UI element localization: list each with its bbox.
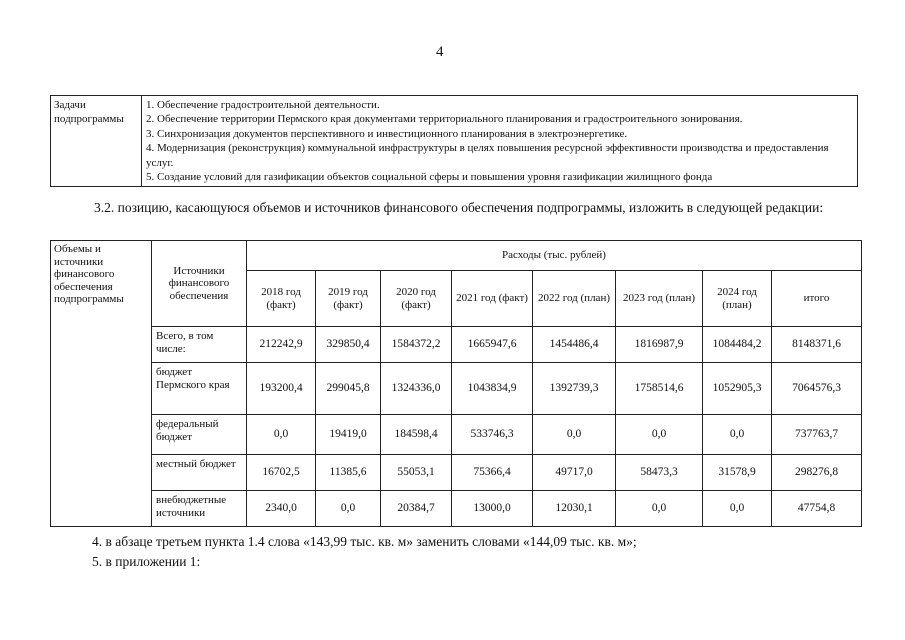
year-header: 2019 год (факт) <box>316 271 381 327</box>
tasks-list <box>142 96 858 187</box>
finance-value: 0,0 <box>533 415 616 455</box>
finance-row <box>51 455 862 491</box>
finance-value: 184598,4 <box>381 415 452 455</box>
finance-source: внебюджетные источники <box>152 491 247 527</box>
finance-value: 7064576,3 <box>772 363 862 415</box>
task-item: 1. Обеспечение градостроительной деятельности. <box>146 99 380 111</box>
paragraph-5: 5. в приложении 1: <box>92 554 201 569</box>
year-header: 2022 год (план) <box>533 271 616 327</box>
tasks-label: Задачи подпрограммы <box>51 96 142 187</box>
finance-value: 11385,6 <box>316 455 381 491</box>
finance-value: 0,0 <box>616 491 703 527</box>
tasks-row <box>51 96 858 187</box>
finance-value: 1816987,9 <box>616 327 703 363</box>
year-header: 2018 год (факт) <box>247 271 316 327</box>
finance-value: 0,0 <box>703 491 772 527</box>
finance-value: 533746,3 <box>452 415 533 455</box>
year-header: 2021 год (факт) <box>452 271 533 327</box>
finance-value: 299045,8 <box>316 363 381 415</box>
finance-value: 1324336,0 <box>381 363 452 415</box>
finance-value: 12030,1 <box>533 491 616 527</box>
finance-value: 737763,7 <box>772 415 862 455</box>
finance-value: 0,0 <box>316 491 381 527</box>
task-item: 2. Обеспечение территории Пермского края документами территориального планирования и градостроительного зонирования. <box>146 113 743 126</box>
expenses-header: Расходы (тыс. рублей) <box>247 241 862 271</box>
finance-row <box>51 491 862 527</box>
finance-value: 1584372,2 <box>381 327 452 363</box>
finance-value: 0,0 <box>703 415 772 455</box>
year-header: итого <box>772 271 862 327</box>
finance-row <box>51 327 862 363</box>
finance-value: 1758514,6 <box>616 363 703 415</box>
finance-value: 8148371,6 <box>772 327 862 363</box>
task-item: 5. Создание условий для газификации объектов социальной сферы и повышения уровня газификации жилищного фонда <box>146 171 713 184</box>
finance-value: 75366,4 <box>452 455 533 491</box>
finance-label: Объемы и источники финансового обеспечения подпрограммы <box>51 241 152 527</box>
finance-table <box>50 240 862 527</box>
finance-value: 1052905,3 <box>703 363 772 415</box>
finance-value: 58473,3 <box>616 455 703 491</box>
finance-value: 16702,5 <box>247 455 316 491</box>
finance-value: 49717,0 <box>533 455 616 491</box>
finance-value: 0,0 <box>616 415 703 455</box>
finance-row <box>51 415 862 455</box>
tasks-table <box>50 95 858 187</box>
year-header: 2023 год (план) <box>616 271 703 327</box>
paragraph-4: 4. в абзаце третьем пункта 1.4 слова «143,99 тыс. кв. м» заменить словами «144,09 тыс. кв. м»; <box>92 534 637 549</box>
finance-source: федеральный бюджет <box>152 415 247 455</box>
finance-source: местный бюджет <box>152 455 247 491</box>
page-number: 4 <box>436 44 444 60</box>
finance-value: 298276,8 <box>772 455 862 491</box>
finance-value: 193200,4 <box>247 363 316 415</box>
finance-value: 55053,1 <box>381 455 452 491</box>
finance-value: 1084484,2 <box>703 327 772 363</box>
finance-value: 212242,9 <box>247 327 316 363</box>
year-header: 2020 год (факт) <box>381 271 452 327</box>
finance-value: 0,0 <box>247 415 316 455</box>
finance-value: 1454486,4 <box>533 327 616 363</box>
finance-value: 1043834,9 <box>452 363 533 415</box>
finance-value: 1665947,6 <box>452 327 533 363</box>
finance-value: 2340,0 <box>247 491 316 527</box>
finance-value: 13000,0 <box>452 491 533 527</box>
finance-value: 47754,8 <box>772 491 862 527</box>
finance-value: 20384,7 <box>381 491 452 527</box>
finance-row <box>51 363 862 415</box>
finance-source: Всего, в том числе: <box>152 327 247 363</box>
finance-value: 19419,0 <box>316 415 381 455</box>
task-item: 4. Модернизация (реконструкция) коммунальной инфраструктуры в целях повышения ресурсной эффективности производства и предоставления услуг. <box>146 142 829 169</box>
finance-header-row-1 <box>51 241 862 271</box>
sources-header: Источники финансового обеспечения <box>152 241 247 327</box>
finance-source: бюджет Пермского края <box>152 363 247 415</box>
year-header: 2024 год (план) <box>703 271 772 327</box>
finance-value: 31578,9 <box>703 455 772 491</box>
paragraph-3-2: 3.2. позицию, касающуюся объемов и источников финансового обеспечения подпрограммы, изложить в следующей редакции: <box>94 200 824 215</box>
task-item: 3. Синхронизация документов перспективного и инвестиционного планирования в электроэнергетике. <box>146 127 628 140</box>
finance-value: 1392739,3 <box>533 363 616 415</box>
finance-value: 329850,4 <box>316 327 381 363</box>
